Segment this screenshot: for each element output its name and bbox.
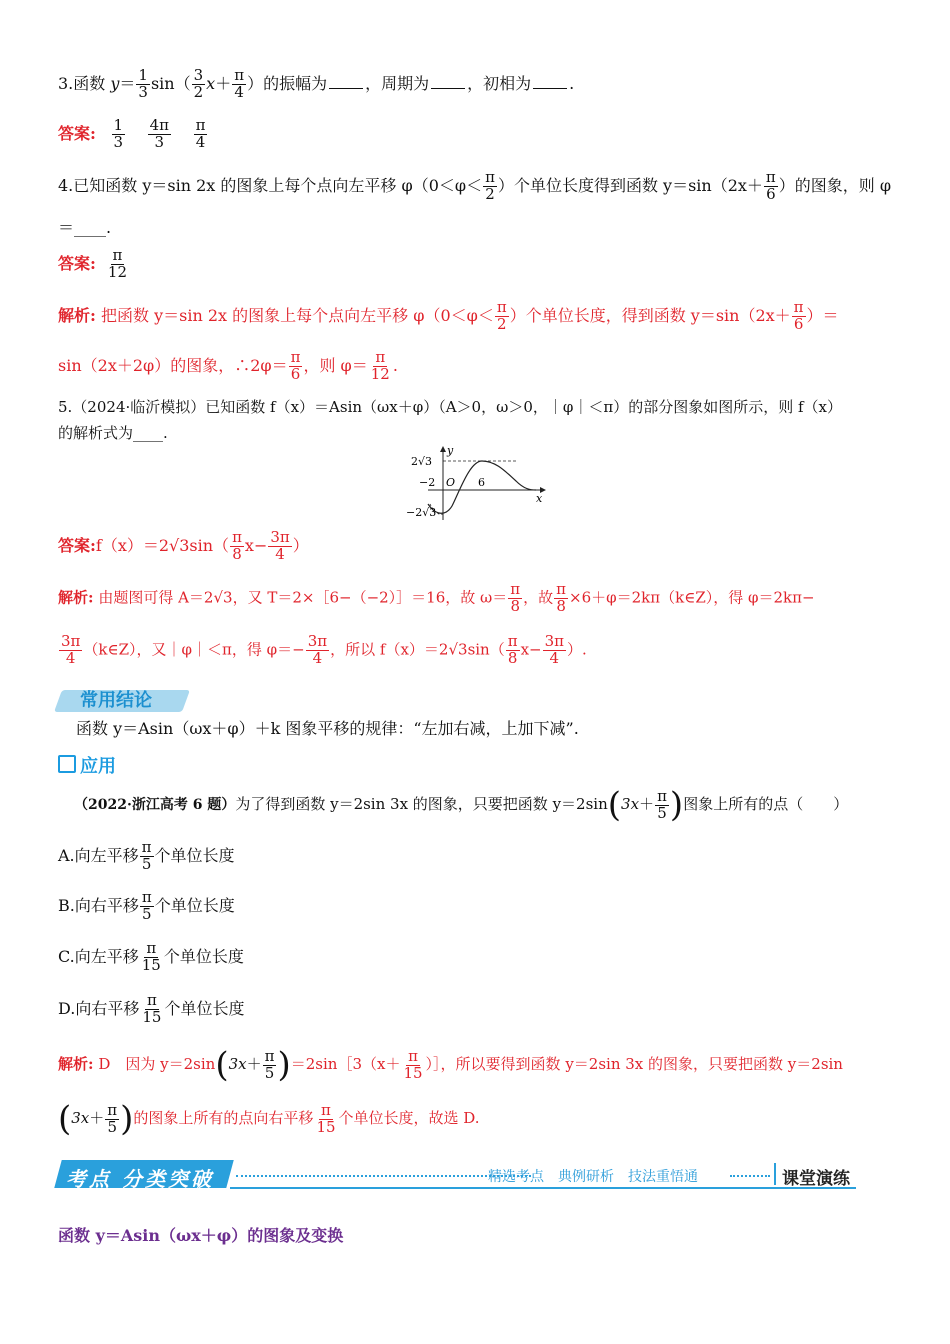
- graph-origin-label: O: [446, 476, 456, 489]
- question-3: 3.函数 y＝ $\frac{1}{3}$ sin（ $\frac{3}{2}$ x＋ $\frac{\pi}{4}$ ）的振幅为 ，周期为 ，初相为 .: [58, 66, 575, 101]
- question-5: 5.（2024·临沂模拟）已知函数 f（x）＝Asin（ωx＋φ）（A＞0，ω＞0，｜φ｜＜π）的部分图象如图所示，则 f（x）: [58, 398, 843, 416]
- conclusion-text: 函数 y＝Asin（ωx＋φ）＋k 图象平移的规律：“左加右减，上加下减”.: [76, 719, 579, 738]
- graph-ytop-label: 2√3: [411, 455, 433, 468]
- question-4: 4.已知函数 y＝sin 2x 的图象上每个点向左平移 φ（0＜φ＜ $\frac{\pi}{2}$ ）个单位长度得到函数 y＝sin（2x＋ $\frac{\pi}{6}$ ）的图象，则 φ: [58, 168, 892, 203]
- graph-ybot-label: −2√3: [406, 506, 437, 519]
- solution-5-line2: $\frac{3\pi}{4}$ （k∈Z），又｜φ｜＜π，得 φ＝− $\frac{3\pi}{4}$ ，所以 f（x）＝2√3sin（ $\frac{\pi}{8}$ x− $\frac{3\pi}{4}$ ）.: [61, 632, 587, 667]
- section-title: 函数 y＝Asin（ωx＋φ）的图象及变换: [58, 1226, 344, 1245]
- graph-six-label: 6: [478, 476, 485, 489]
- option-d[interactable]: D.向右平移 $\frac{\pi}{15}$ 个单位长度: [58, 991, 245, 1026]
- solution-4: 解析: 把函数 y＝sin 2x 的图象上每个点向左平移 φ（0＜φ＜ $\frac{\pi}{2}$ ）个单位长度，得到函数 y＝sin（2x＋ $\frac{\pi}{6}$ ）＝: [58, 298, 839, 333]
- option-b[interactable]: B.向右平移 $\frac{\pi}{5}$ 个单位长度: [58, 888, 235, 923]
- answer-4: 答案: $\frac{\pi}{12}$: [58, 246, 128, 281]
- apply-heading: 应用: [58, 752, 116, 778]
- solution-4-line2: sin（2x＋2φ）的图象，∴2φ＝ $\frac{\pi}{6}$ ，则 φ＝ $\frac{\pi}{12}$ .: [58, 348, 398, 383]
- question-5-line2: 的解析式为____.: [58, 424, 168, 442]
- option-c[interactable]: C.向左平移 $\frac{\pi}{15}$ 个单位长度: [58, 939, 244, 974]
- graph-neg2-label: −2: [419, 476, 436, 489]
- question-4-line2: ＝____.: [58, 218, 112, 237]
- section-banner: 考点 分类突破 精选考点 典例研析 技法重悟通 课堂演练: [58, 1160, 858, 1190]
- banner-tab[interactable]: 课堂演练: [782, 1169, 850, 1189]
- option-a[interactable]: A.向左平移 $\frac{\pi}{5}$ 个单位长度: [58, 838, 235, 873]
- apply-icon: [58, 755, 76, 773]
- apply-solution: 解析: D 因为 y＝2sin(3x＋ $\frac{\pi}{5}$ )＝2sin［3（x＋ $\frac{\pi}{15}$ ）］，所以要得到函数 y＝2sin 3x 的图象，只要把函数 y＝2sin: [58, 1045, 843, 1085]
- apply-stem: （2022·浙江高考 6 题）为了得到函数 y＝2sin 3x 的图象，只要把函数 y＝2sin(3x＋ $\frac{\pi}{5}$ )图象上所有的点（ ）: [74, 785, 849, 825]
- graph-y-label: y: [447, 444, 454, 457]
- conclusion-badge: 常用结论: [58, 690, 152, 712]
- graph-x-label: x: [536, 492, 543, 505]
- sine-graph: [400, 444, 550, 524]
- answer-5: 答案:f（x）＝2√3sin（ $\frac{\pi}{8}$ x− $\frac{3\pi}{4}$ ）: [58, 528, 309, 563]
- banner-nav: 精选考点 典例研析 技法重悟通: [488, 1169, 698, 1185]
- answer-3: 答案: $\frac{1}{3}$ $\frac{4\pi}{3}$ $\frac{\pi}{4}$: [58, 116, 206, 151]
- apply-solution-line2: (3x＋ $\frac{\pi}{5}$ )的图象上所有的点向右平移 $\frac{\pi}{15}$ 个单位长度，故选 D.: [58, 1099, 480, 1139]
- solution-5: 解析: 由题图可得 A＝2√3，又 T＝2×［6−（−2）］＝16，故 ω＝ $\frac{\pi}{8}$ ，故 $\frac{\pi}{8}$ ×6＋φ＝2kπ（k∈Z），得 φ＝2kπ−: [58, 580, 815, 615]
